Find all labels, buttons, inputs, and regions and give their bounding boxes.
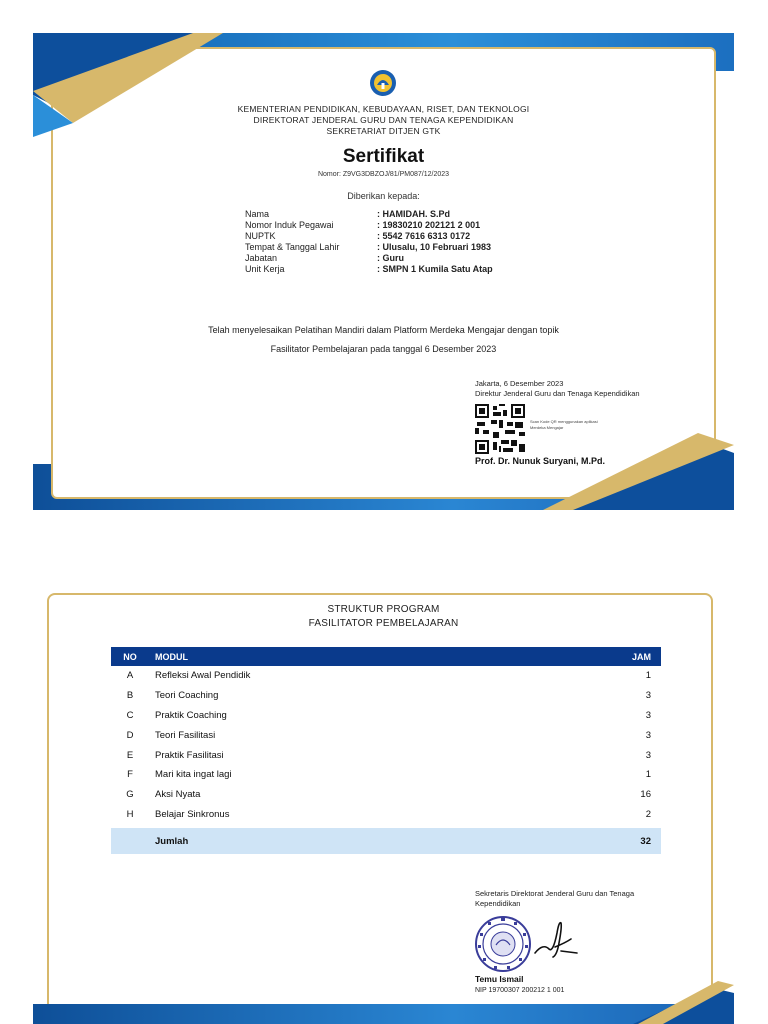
secretariat-header: SEKRETARIAT DITJEN GTK — [326, 126, 441, 136]
row-no: B — [126, 690, 134, 702]
table-row — [111, 805, 661, 825]
certificate-page — [33, 33, 734, 510]
field-row — [245, 242, 493, 253]
place-date: Jakarta, 6 Desember 2023 — [475, 379, 564, 388]
module-table — [111, 647, 661, 854]
field-value: : 19830210 202121 2 001 — [377, 220, 481, 230]
table-row — [111, 706, 661, 726]
row-no: H — [126, 808, 134, 820]
certificate-title: Sertifikat — [342, 146, 425, 167]
directorate-header: DIREKTORAT JENDERAL GURU DAN TENAGA KEPENDIDIKAN — [253, 115, 514, 125]
official-seal-icon — [474, 915, 532, 973]
field-label: Unit Kerja — [245, 264, 285, 274]
field-value: : Ulusalu, 10 Februari 1983 — [377, 242, 492, 252]
col-no-header: NO — [111, 647, 149, 666]
row-jam: 3 — [645, 729, 651, 741]
row-jam: 2 — [645, 808, 651, 820]
completion-line-2: Fasilitator Pembelajaran pada tanggal 6 Desember 2023 — [270, 344, 497, 354]
row-modul: Teori Coaching — [155, 690, 219, 702]
col-modul-header: MODUL — [149, 647, 601, 666]
row-jam: 3 — [645, 749, 651, 761]
program-title: STRUKTUR PROGRAM — [327, 604, 440, 615]
total-row — [111, 828, 661, 854]
row-no: C — [126, 709, 134, 721]
secretary-title: Sekretaris Direktorat Jenderal Guru dan Tenaga Kependidikan — [475, 889, 635, 908]
row-modul: Praktik Fasilitasi — [155, 749, 224, 761]
field-value: : HAMIDAH. S.Pd — [377, 209, 450, 219]
row-jam: 1 — [645, 769, 651, 781]
row-jam: 3 — [645, 690, 651, 702]
field-label: Nomor Induk Pegawai — [245, 220, 334, 230]
program-structure-page — [33, 583, 734, 1024]
signer-title: Direktur Jenderal Guru dan Tenaga Kependidikan — [475, 389, 640, 398]
row-no: A — [126, 670, 134, 682]
field-value: : Guru — [377, 253, 404, 263]
total-value: 32 — [601, 828, 661, 854]
signature-block — [475, 379, 640, 399]
field-label: NUPTK — [245, 231, 276, 241]
field-row — [245, 253, 493, 264]
row-jam: 3 — [645, 709, 651, 721]
table-row — [111, 785, 661, 805]
row-modul: Mari kita ingat lagi — [155, 769, 232, 781]
row-modul: Praktik Coaching — [155, 709, 227, 721]
table-row — [111, 745, 661, 765]
handwritten-signature — [531, 913, 581, 961]
tut-wuri-handayani-logo — [369, 69, 397, 97]
completion-statement — [33, 321, 734, 359]
secretary-nip: NIP 19700307 200212 1 001 — [475, 987, 565, 994]
table-header-row — [111, 647, 661, 666]
signer-name: Prof. Dr. Nunuk Suryani, M.Pd. — [475, 456, 606, 466]
field-label: Nama — [245, 209, 270, 219]
field-value: : SMPN 1 Kumila Satu Atap — [377, 264, 493, 274]
field-row — [245, 231, 493, 242]
qr-instruction: Scan Kode QR menggunakan aplikasi Merdeka Mengajar — [530, 419, 598, 430]
total-no — [111, 828, 149, 854]
program-subtitle: FASILITATOR PEMBELAJARAN — [308, 618, 459, 629]
col-jam-header: JAM — [601, 647, 661, 666]
row-no: D — [126, 729, 134, 741]
secretary-name: Temu Ismail — [475, 974, 524, 984]
field-label: Tempat & Tanggal Lahir — [245, 242, 340, 252]
total-label: Jumlah — [149, 828, 601, 854]
field-row — [245, 209, 493, 220]
field-row — [245, 264, 493, 275]
table-row — [111, 666, 661, 686]
row-modul: Refleksi Awal Pendidik — [155, 670, 251, 682]
table-row — [111, 686, 661, 706]
certificate-number: Nomor: Z9VG3DBZOJ/81/PM087/12/2023 — [317, 171, 450, 178]
field-label: Jabatan — [245, 253, 278, 263]
row-modul: Teori Fasilitasi — [155, 729, 216, 741]
completion-line-1: Telah menyelesaikan Pelatihan Mandiri dalam Platform Merdeka Mengajar dengan topik — [208, 325, 559, 335]
row-modul: Aksi Nyata — [155, 789, 201, 801]
row-no: F — [127, 769, 133, 781]
ministry-header: KEMENTERIAN PENDIDIKAN, KEBUDAYAAN, RISET, DAN TEKNOLOGI — [237, 104, 530, 114]
row-jam: 1 — [645, 670, 651, 682]
row-jam: 16 — [640, 789, 651, 801]
given-to-label: Diberikan kepada: — [347, 191, 420, 201]
table-row — [111, 765, 661, 785]
field-value: : 5542 7616 6313 0172 — [377, 231, 471, 241]
table-row — [111, 725, 661, 745]
row-no: G — [126, 789, 134, 801]
qr-code-icon[interactable] — [475, 404, 525, 454]
row-no: E — [126, 749, 134, 761]
field-row — [245, 220, 493, 231]
recipient-fields — [245, 209, 493, 275]
row-modul: Belajar Sinkronus — [155, 808, 230, 820]
